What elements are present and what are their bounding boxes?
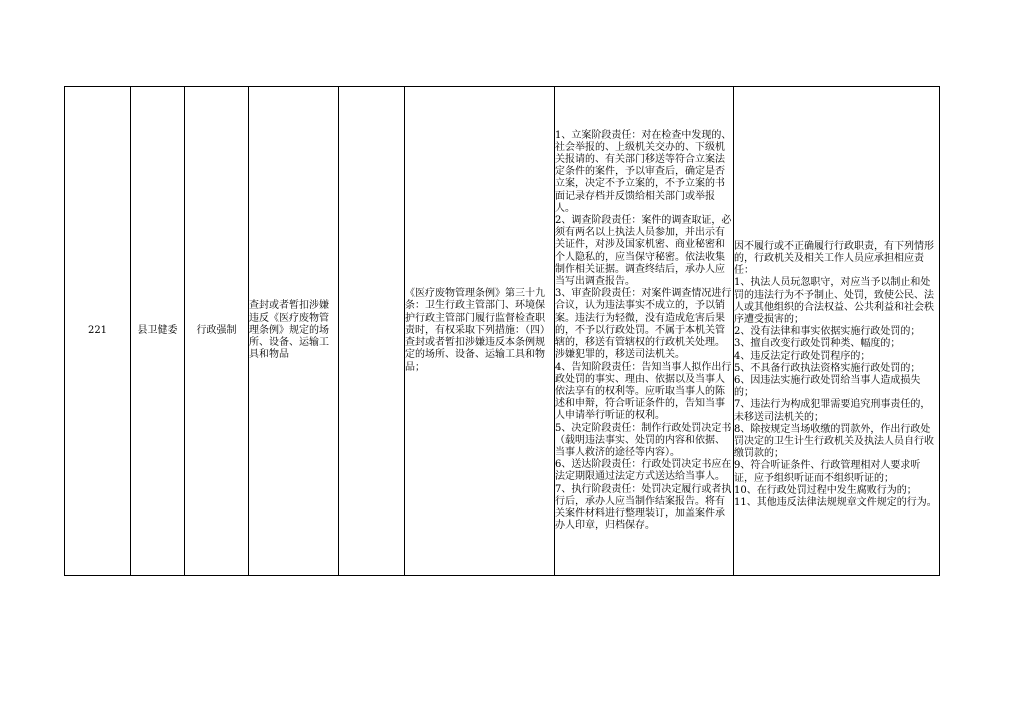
department-cell: 县卫健委 <box>131 87 185 576</box>
responsibility-step: 4、告知阶段责任：告知当事人拟作出行政处罚的事实、理由、依据以及当事人依法享有的权利等。应听取当事人的陈述和申辩，符合听证条件的，告知当事人申请举行听证的权利。 <box>555 361 732 422</box>
responsibility-step: 5、决定阶段责任：制作行政处罚决定书（载明违法事实、处罚的内容和依据、当事人救济的途径等内容）。 <box>555 422 732 458</box>
duty-list-table <box>64 86 940 576</box>
responsibility-step: 1、立案阶段责任：对在检查中发现的、社会举报的、上级机关交办的、下级机关报请的、有关部门移送等符合立案法定条件的案件，予以审查后，确定是否立案，决定不予立案的，不予立案的书面记录存档并反馈给相关部门或举报人。 <box>555 129 732 214</box>
liability-item: 2、没有法律和事实依据实施行政处罚的； <box>734 326 921 338</box>
responsibility-step: 6、送达阶段责任：行政处罚决定书应在法定期限通过法定方式送达给当事人。 <box>555 459 732 483</box>
responsibilities-cell <box>555 87 734 576</box>
responsibility-step: 2、调查阶段责任：案件的调查取证，必须有两名以上执法人员参加，并出示有关证件，对涉及国家机密、商业秘密和个人隐私的，应当保守秘密。依法收集制作相关证据。调查终结后，承办人应当写出调查报告。 <box>555 215 732 288</box>
liabilities-cell <box>734 87 940 576</box>
liability-item: 8、除按规定当场收缴的罚款外，作出行政处罚决定的卫生计生行政机关及执法人员自行收缴罚款的； <box>734 423 934 460</box>
liability-item: 7、违法行为构成犯罪需要追究刑事责任的，未移送司法机关的； <box>734 399 931 423</box>
responsibility-step: 3、审查阶段责任：对案件调查情况进行合议，认为违法事实不成立的，予以销案。违法行为轻微，没有造成危害后果的，不予以行政处罚。不属于本机关管辖的，移送有管辖权的行政机关处理。涉嫌犯罪的，移送司法机关。 <box>555 288 732 361</box>
table-row <box>65 87 940 576</box>
legal-basis-cell: 《医疗废物管理条例》第三十九条：卫生行政主管部门、环境保护行政主管部门履行监督检查职责时，有权采取下列措施：（四）查封或者暂扣涉嫌违反本条例规定的场所、设备、运输工具和物品； <box>405 87 555 576</box>
sub-item-cell <box>339 87 405 576</box>
liability-item: 1、执法人员玩忽职守，对应当予以制止和处罚的违法行为不予制止、处罚，致使公民、法人或其他组织的合法权益、公共利益和社会秩序遭受损害的； <box>734 277 934 325</box>
liability-item: 5、不具备行政执法资格实施行政处罚的； <box>734 362 921 374</box>
responsibility-step: 7、执行阶段责任：处罚决定履行或者执行后，承办人应当制作结案报告。将有关案件材料进行整理装订，加盖案件承办人印章，归档保存。 <box>555 483 732 532</box>
category-cell: 行政强制 <box>185 87 249 576</box>
item-name-cell: 查封或者暂扣涉嫌违反《医疗废物管理条例》规定的场所、设备、运输工具和物品 <box>249 87 339 576</box>
row-index: 221 <box>65 87 131 576</box>
liabilities-top-gap <box>734 153 939 241</box>
liability-item: 9、符合听证条件、行政管理相对人要求听证，应予组织听证而不组织听证的； <box>734 460 921 484</box>
liability-intro: 因不履行或不正确履行行政职责，有下列情形的，行政机关及相关工作人员应承担相应责任： <box>734 240 934 277</box>
liability-item: 11、其他违反法律法规规章文件规定的行为。 <box>734 497 937 509</box>
liability-item: 10、在行政处罚过程中发生腐败行为的； <box>734 484 917 496</box>
liability-item: 6、因违法实施行政处罚给当事人造成损失的； <box>734 375 921 399</box>
liability-item: 4、违反法定行政处罚程序的； <box>734 350 871 362</box>
liability-item: 3、擅自改变行政处罚种类、幅度的； <box>734 338 901 350</box>
